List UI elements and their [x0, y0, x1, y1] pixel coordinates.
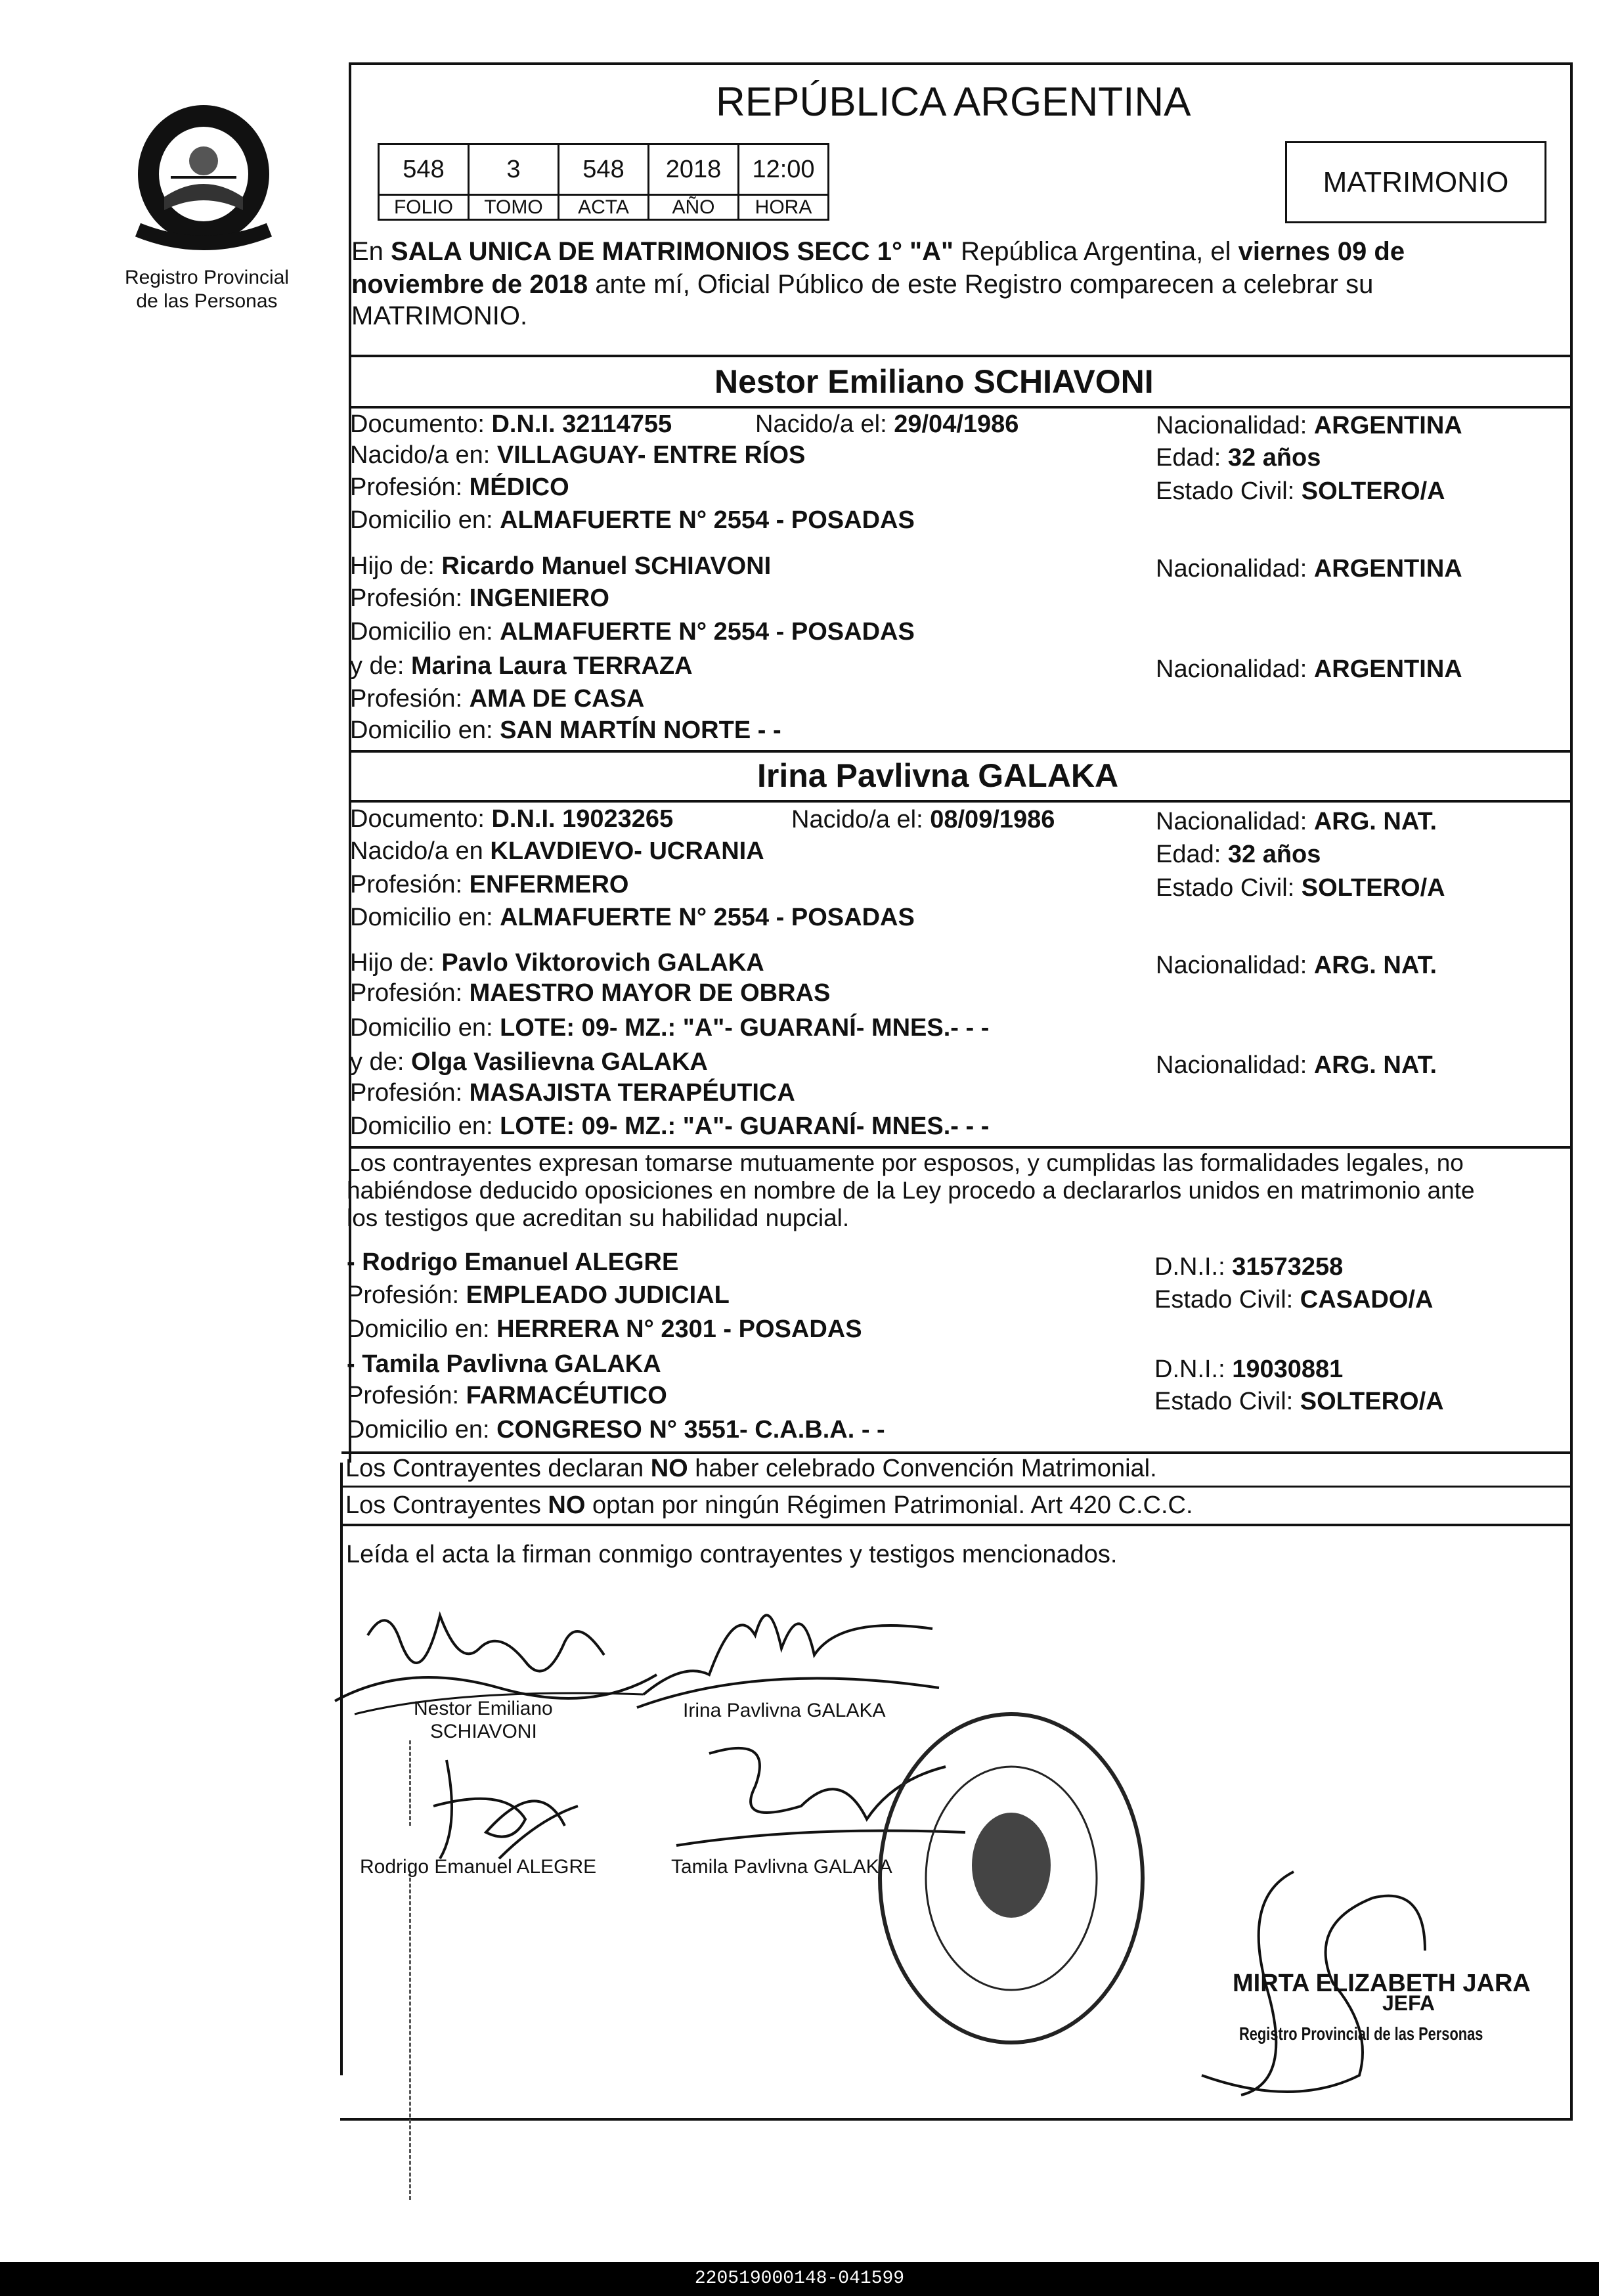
declaration-line3: los testigos que acreditan su habilidad nupcial. — [347, 1204, 850, 1231]
bride-born-place: Nacido/a en KLAVDIEVO- UCRANIA — [350, 837, 764, 865]
witness1-prof: Profesión: EMPLEADO JUDICIAL — [347, 1281, 730, 1309]
cell-tomo-value: 3 — [468, 143, 559, 196]
witness1-name: - Rodrigo Emanuel ALEGRE — [347, 1248, 679, 1276]
sig-witness1-name: Rodrigo Emanuel ALEGRE — [360, 1856, 597, 1878]
cell-ano-value: 2018 — [647, 143, 739, 196]
frame-right — [1570, 62, 1573, 2118]
logo-caption-line2: de las Personas — [136, 290, 278, 312]
witness1-civil: Estado Civil: CASADO/A — [1154, 1286, 1434, 1314]
official-title: JEFA — [1382, 1991, 1435, 2015]
witness2-civil: Estado Civil: SOLTERO/A — [1154, 1388, 1444, 1415]
conventions-line2: Los Contrayentes NO optan por ningún Régimen Patrimonial. Art 420 C.C.C. — [345, 1491, 1193, 1519]
divider-groom-top — [350, 355, 1571, 357]
cell-ano-label: AÑO — [647, 194, 739, 221]
bride-civil: Estado Civil: SOLTERO/A — [1156, 874, 1445, 902]
cell-hora-value: 12:00 — [737, 143, 829, 196]
divider-declaration-top — [350, 1146, 1571, 1149]
groom-mother-addr: Domicilio en: SAN MARTÍN NORTE - - — [350, 717, 781, 744]
bride-father: Hijo de: Pavlo Viktorovich GALAKA — [350, 949, 764, 977]
bride-age: Edad: 32 años — [1156, 841, 1321, 868]
official-org: Registro Provincial de las Personas — [1239, 2023, 1483, 2044]
bride-father-prof: Profesión: MAESTRO MAYOR DE OBRAS — [350, 979, 831, 1007]
groom-born-date: Nacido/a el: 29/04/1986 — [755, 410, 1019, 438]
divider-signatures-top — [341, 1524, 1571, 1526]
cell-tomo-label: TOMO — [468, 194, 559, 221]
witness2-addr: Domicilio en: CONGRESO N° 3551- C.A.B.A. - - — [347, 1416, 885, 1444]
fold-mark-2 — [409, 1872, 411, 2200]
bride-name: Irina Pavlivna GALAKA — [757, 757, 1119, 794]
groom-born-place: Nacido/a en: VILLAGUAY- ENTRE RÍOS — [350, 441, 806, 469]
frame-bottom — [340, 2118, 1573, 2121]
frame-top — [350, 62, 1573, 65]
cell-acta-value: 548 — [558, 143, 649, 196]
intro-line2: noviembre de 2018 ante mí, Oficial Público de este Registro comparecen a celebrar su — [351, 270, 1374, 299]
groom-profession: Profesión: MÉDICO — [350, 474, 569, 501]
bride-mother-prof: Profesión: MASAJISTA TERAPÉUTICA — [350, 1079, 795, 1107]
sig-groom-name-line1: Nestor Emiliano — [414, 1698, 553, 1719]
intro-line1: En SALA UNICA DE MATRIMONIOS SECC 1° "A" República Argentina, el viernes 09 de — [351, 237, 1405, 266]
groom-name: Nestor Emiliano SCHIAVONI — [714, 363, 1154, 400]
groom-mother-prof: Profesión: AMA DE CASA — [350, 685, 645, 713]
province-shield-icon — [125, 99, 282, 256]
divider-bride-top — [350, 750, 1571, 753]
footer-barcode: 220519000148-041599 — [0, 2262, 1599, 2296]
sig-groom-name-line2: SCHIAVONI — [430, 1721, 537, 1742]
sig-witness2-name: Tamila Pavlivna GALAKA — [671, 1856, 892, 1878]
witness2-name: - Tamila Pavlivna GALAKA — [347, 1350, 661, 1378]
divider-groom-header — [350, 406, 1571, 408]
witness2-dni: D.N.I.: 19030881 — [1154, 1356, 1344, 1383]
witness2-prof: Profesión: FARMACÉUTICO — [347, 1382, 667, 1409]
groom-father: Hijo de: Ricardo Manuel SCHIAVONI — [350, 552, 772, 580]
bride-profession: Profesión: ENFERMERO — [350, 871, 629, 898]
divider-bride-header — [350, 800, 1571, 803]
bride-born-date: Nacido/a el: 08/09/1986 — [791, 806, 1055, 833]
groom-nationality: Nacionalidad: ARGENTINA — [1156, 412, 1462, 439]
declaration-line1: Los contrayentes expresan tomarse mutuamente por esposos, y cumplidas las formalidades legales, no — [347, 1149, 1464, 1176]
sig-bride-name: Irina Pavlivna GALAKA — [683, 1700, 886, 1721]
official-name: MIRTA ELIZABETH JARA — [1233, 1970, 1531, 1997]
witness1-dni: D.N.I.: 31573258 — [1154, 1253, 1344, 1281]
bride-father-nat: Nacionalidad: ARG. NAT. — [1156, 952, 1437, 979]
bride-address: Domicilio en: ALMAFUERTE N° 2554 - POSADAS — [350, 904, 915, 931]
logo-caption-line1: Registro Provincial — [124, 267, 290, 288]
bride-mother-nat: Nacionalidad: ARG. NAT. — [1156, 1051, 1437, 1079]
cell-folio-value: 548 — [378, 143, 470, 196]
cell-hora-label: HORA — [737, 194, 829, 221]
groom-age: Edad: 32 años — [1156, 444, 1321, 472]
cell-acta-label: ACTA — [558, 194, 649, 221]
divider-conventions-mid — [341, 1486, 1571, 1488]
witness1-addr: Domicilio en: HERRERA N° 2301 - POSADAS — [347, 1315, 862, 1343]
groom-father-addr: Domicilio en: ALMAFUERTE N° 2554 - POSADAS — [350, 618, 915, 646]
groom-civil: Estado Civil: SOLTERO/A — [1156, 477, 1445, 505]
groom-doc: Documento: D.N.I. 32114755 — [350, 410, 672, 438]
intro-line3: MATRIMONIO. — [351, 301, 528, 330]
signature-bride-scribble — [630, 1576, 946, 1721]
signature-witness1-scribble — [407, 1747, 604, 1865]
groom-mother: y de: Marina Laura TERRAZA — [350, 652, 693, 680]
frame-left-lower — [340, 1463, 343, 2075]
act-type-box: MATRIMONIO — [1285, 141, 1546, 223]
bride-father-addr: Domicilio en: LOTE: 09- MZ.: "A"- GUARANÍ- MNES.- - - — [350, 1014, 990, 1042]
groom-mother-nat: Nacionalidad: ARGENTINA — [1156, 655, 1462, 683]
bride-doc: Documento: D.N.I. 19023265 — [350, 805, 674, 833]
declaration-line2: habiéndose deducido oposiciones en nombre de la Ley procedo a declararlos unidos en matrimonio ante — [347, 1177, 1475, 1204]
registry-table — [378, 143, 831, 221]
official-seal-icon — [873, 1708, 1149, 2049]
bride-mother-addr: Domicilio en: LOTE: 09- MZ.: "A"- GUARANÍ- MNES.- - - — [350, 1113, 990, 1140]
bride-mother: y de: Olga Vasilievna GALAKA — [350, 1048, 708, 1076]
signatures-intro: Leída el acta la firman conmigo contrayentes y testigos mencionados. — [346, 1541, 1118, 1568]
cell-folio-label: FOLIO — [378, 194, 470, 221]
groom-address: Domicilio en: ALMAFUERTE N° 2554 - POSADAS — [350, 506, 915, 534]
conventions-line1: Los Contrayentes declaran NO haber celebrado Convención Matrimonial. — [345, 1455, 1157, 1482]
bride-nationality: Nacionalidad: ARG. NAT. — [1156, 808, 1437, 835]
groom-father-prof: Profesión: INGENIERO — [350, 585, 609, 612]
province-logo — [125, 99, 282, 256]
country-title: REPÚBLICA ARGENTINA — [716, 79, 1191, 125]
groom-father-nat: Nacionalidad: ARGENTINA — [1156, 555, 1462, 583]
